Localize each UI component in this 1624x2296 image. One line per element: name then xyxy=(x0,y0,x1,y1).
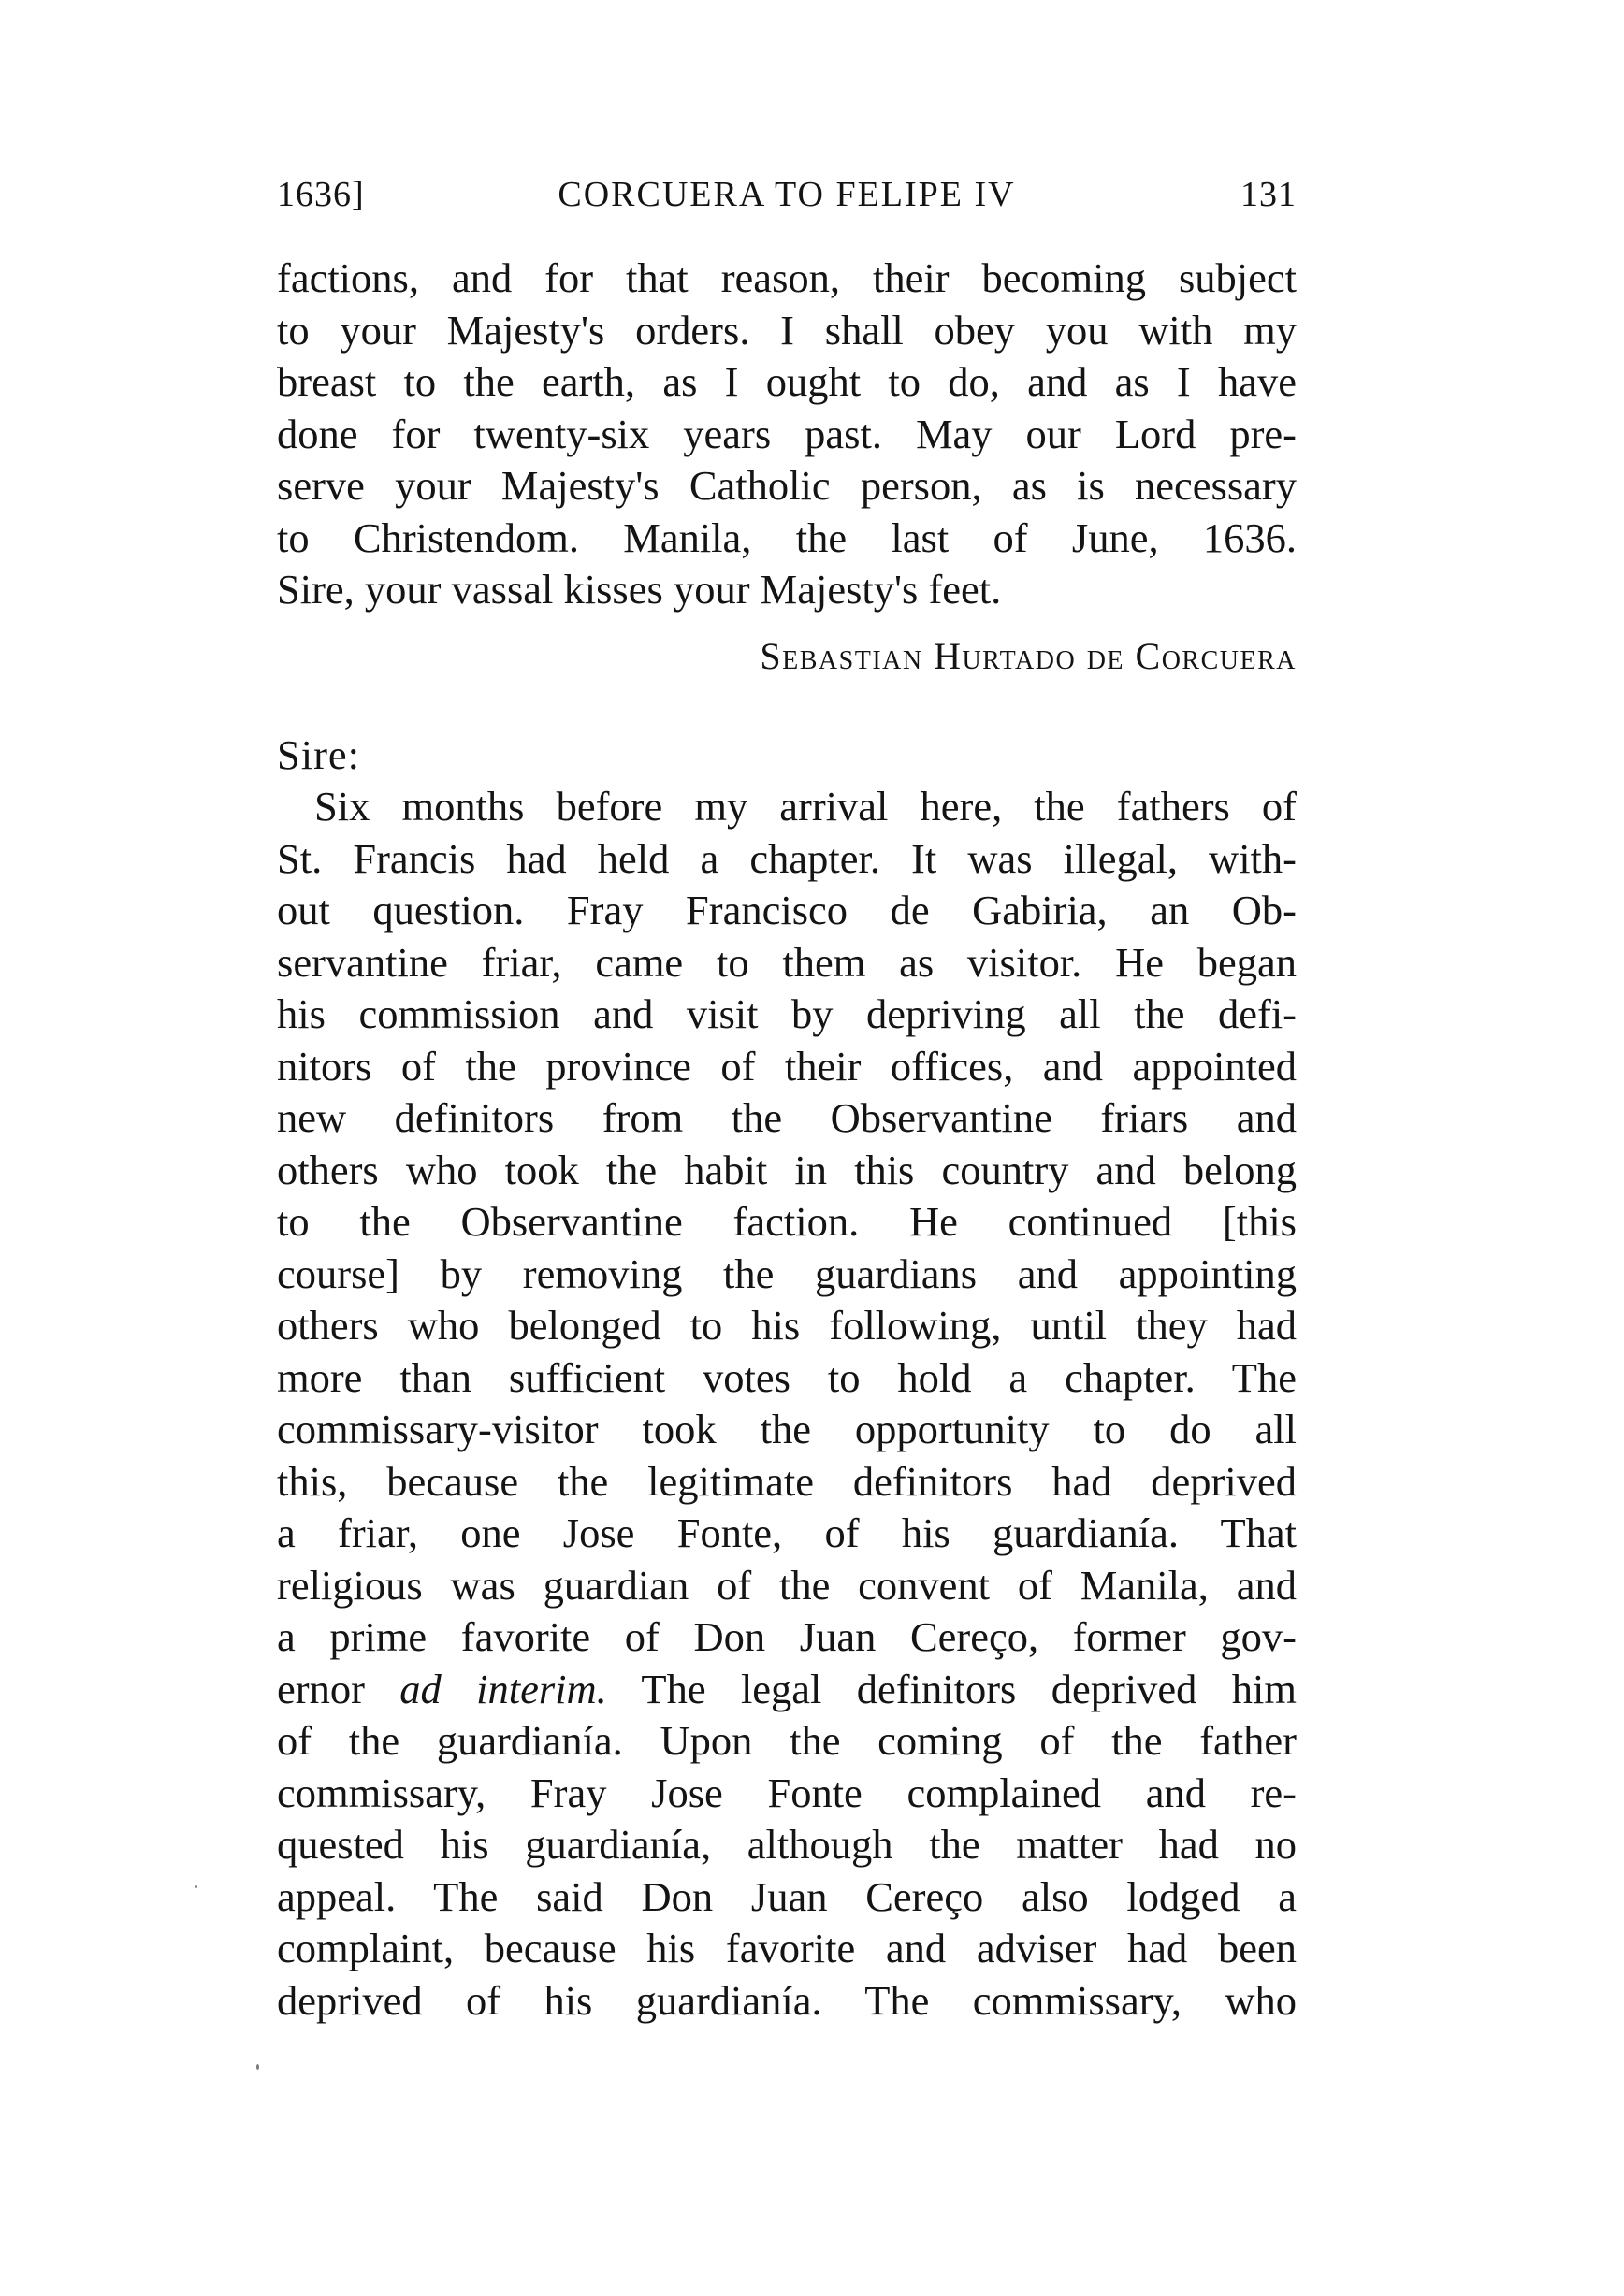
text-line: religious was guardian of the convent of Manila, and xyxy=(277,1561,1297,1609)
paragraph-letter-body xyxy=(277,781,1297,2027)
text-line: commissary, Fray Jose Fonte complained and re- xyxy=(277,1769,1297,1816)
text-line: St. Francis had held a chapter. It was illegal, with- xyxy=(277,834,1297,882)
text-line: a friar, one Jose Fonte, of his guardianía. That xyxy=(277,1509,1297,1556)
text-line: serve your Majesty's Catholic person, as is necessary xyxy=(277,462,1297,509)
running-header xyxy=(277,166,1297,223)
text-line: new definitors from the Observantine friars and xyxy=(277,1094,1297,1141)
paragraph-letter-closing xyxy=(277,253,1297,616)
text-segment: The legal definitors deprived him xyxy=(606,1665,1297,1712)
header-year: 1636] xyxy=(277,175,365,214)
salutation: Sire: xyxy=(277,731,361,778)
text-line-with-italic xyxy=(277,1664,1297,1716)
text-line: commissary-visitor took the opportunity to do all xyxy=(277,1406,1297,1452)
text-line: to your Majesty's orders. I shall obey you with my xyxy=(277,306,1297,354)
text-line: to Christendom. Manila, the last of June, 1636. xyxy=(277,513,1297,561)
text-line: breast to the earth, as I ought to do, and as I have xyxy=(277,358,1297,405)
text-line: appeal. The said Don Juan Cereço also lodged a xyxy=(277,1872,1297,1920)
text-line: to the Observantine faction. He continued [this xyxy=(277,1198,1297,1245)
text-line: deprived of his guardianía. The commissary, who xyxy=(277,1976,1297,2024)
text-line: others who belonged to his following, until they had xyxy=(277,1302,1297,1349)
text-line: factions, and for that reason, their becoming subject xyxy=(277,254,1297,301)
signature-line: Sebastian Hurtado de Corcuera xyxy=(760,635,1297,677)
header-title: CORCUERA TO FELIPE IV xyxy=(558,175,1016,214)
text-line: done for twenty-six years past. May our Lord pre- xyxy=(277,410,1297,457)
text-line: complaint, because his favorite and adviser had been xyxy=(277,1925,1297,1971)
text-line: out question. Fray Francisco de Gabiria, an Ob- xyxy=(277,887,1297,933)
text-line: servantine friar, came to them as visitor. He began xyxy=(277,938,1297,986)
text-line: of the guardianía. Upon the coming of the father xyxy=(277,1717,1297,1764)
text-line: Sire, your vassal kisses your Majesty's feet. xyxy=(277,566,1002,613)
text-line: quested his guardianía, although the matter had no xyxy=(277,1821,1297,1868)
italic-phrase: ad interim. xyxy=(399,1665,607,1712)
print-speck xyxy=(256,2064,259,2070)
text-line: nitors of the province of their offices, and appointed xyxy=(277,1042,1297,1090)
text-line: Six months before my arrival here, the fathers of xyxy=(314,783,1297,830)
page-number: 131 xyxy=(1240,175,1297,214)
text-line: course] by removing the guardians and appointing xyxy=(277,1249,1297,1297)
text-segment: ernor xyxy=(277,1665,400,1712)
text-line: more than sufficient votes to hold a chapter. The xyxy=(277,1353,1297,1401)
print-speck xyxy=(195,1885,197,1888)
text-line: this, because the legitimate definitors had deprived xyxy=(277,1457,1297,1505)
text-line: a prime favorite of Don Juan Cereço, former gov- xyxy=(277,1613,1297,1660)
text-line: his commission and visit by depriving all the defi- xyxy=(277,990,1297,1037)
text-line: others who took the habit in this country and belong xyxy=(277,1146,1297,1193)
